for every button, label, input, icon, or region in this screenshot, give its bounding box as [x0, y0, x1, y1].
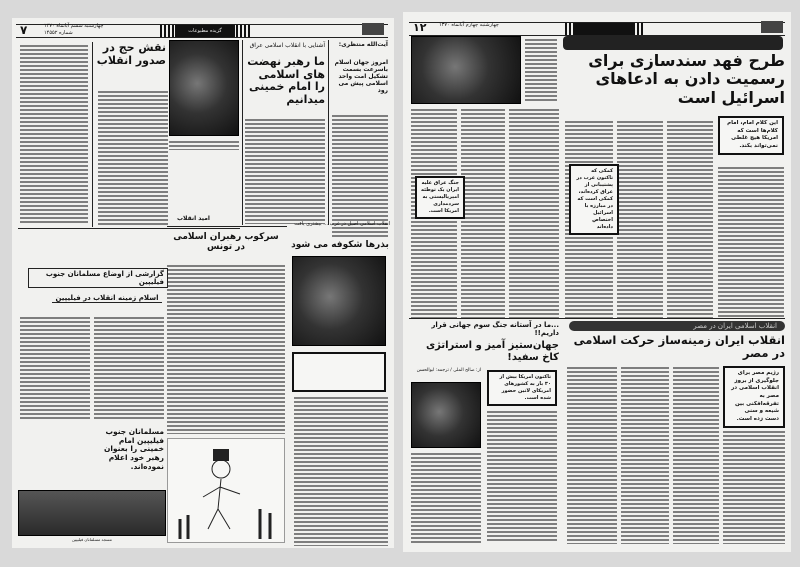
seeds-kicker: انقلاب اسلامی اصیل در غرب ... بیشتری یافت [294, 221, 390, 227]
section-label: گزیده مطبوعات [175, 25, 235, 37]
cartoon [167, 438, 285, 543]
left-page-number: ۷ [20, 23, 28, 37]
egypt-kicker: انقلاب اسلامی ایران در مصر [569, 321, 785, 331]
ww3-title: جهان‌ستیز آمیز و استراتژی کاخ سفید! [425, 340, 559, 363]
article-text [20, 44, 88, 224]
left-page-date: چهارشنبه ششم آبانماه ۱۳۷۰ [44, 23, 104, 29]
seeds-title: بذرها شکوفه می شود [291, 240, 389, 250]
article-text [332, 114, 388, 238]
right-page-number: ۱۲ [413, 21, 427, 34]
article-text [20, 316, 90, 420]
fahd-title: طرح فهد سندسازی برای رسمیت دادن به ادعاهای اسرائیل است [588, 51, 785, 107]
article-text [718, 166, 784, 317]
right-page-date: چهارشنبه چهارم آبانماه ۱۳۷۰ [439, 22, 499, 28]
divider [18, 228, 240, 229]
article-text [487, 410, 557, 543]
article-text [509, 108, 559, 318]
hajj-title: نقش حج در صدور انقلاب [96, 41, 166, 67]
philippines-box-title: مسلمانان جنوب فیلیپین امام خمینی را بعنوان رهبر خود اعلام نموده‌اند. [103, 427, 164, 471]
article-text [94, 316, 164, 420]
section-bar [575, 23, 633, 35]
tunisia-source: امید انقلاب [177, 215, 210, 222]
montazeri-title: امروز جهان اسلام باسرعت بسمت تشکیل امت واحد اسلامی پیش می رود [334, 59, 388, 94]
philippines-title: اسلام زمینه انقلاب در فیلیپین [52, 294, 162, 303]
header-banner [563, 36, 783, 50]
mosque-photo [18, 490, 166, 536]
right-page [403, 12, 791, 552]
divider [167, 226, 287, 227]
iraq-war-box: جنگ عراق علیه ایران یک توطئه امپریالیستی به سردمداری امریکا است. [415, 176, 465, 219]
uncle-sam-cartoon-icon [168, 439, 286, 544]
divider [92, 42, 93, 227]
article-text [723, 430, 785, 544]
divider [242, 40, 243, 225]
article-text [673, 366, 719, 544]
egypt-title: انقلاب ایران زمینه‌ساز حرکت اسلامی در مصر [573, 333, 785, 361]
photo-caption [525, 38, 557, 102]
article-text [98, 90, 168, 226]
newspaper-logo [761, 21, 783, 33]
article-text [294, 396, 388, 546]
divider [328, 40, 329, 225]
article-text [567, 366, 617, 544]
article-text [621, 366, 669, 544]
iraq-title: ما رهبر نهضت های اسلامی را امام خمینی میدانیم [247, 55, 325, 106]
iraq-kicker: آشنایی با انقلاب اسلامی عراق [249, 42, 325, 49]
newspaper-logo [362, 23, 384, 35]
philippines-kicker: گزارشی از اوضاع مسلمانان جنوب فیلیپین [28, 268, 168, 288]
article-text [245, 118, 325, 224]
photo-caption: مسجد مسلمانان فیلیپین [72, 537, 112, 542]
portrait-photo [411, 36, 521, 104]
article-text [411, 452, 481, 545]
article-text [461, 108, 505, 318]
article-text [167, 264, 285, 434]
latin-box: تاکنون امریکا بیش از ۳۰ بار به کشورهای امریکای لاتین حضور شده است. [487, 370, 557, 406]
egypt-box: رژیم مصر برای جلوگیری از بروز انقلاب اسلامی در مصر به تفرقه‌افکنی بین شیعه و سنی دست زده است. [723, 366, 785, 428]
photo-caption [169, 140, 239, 150]
quote-box: این کلام امام، امام کلام‌ها است که امریکا هیچ غلطی نمی‌تواند بکند. [718, 116, 784, 155]
divider [409, 318, 785, 319]
ww3-kicker: ...ما در آستانه جنگ سوم جهانی قرار داریم!! [431, 321, 559, 338]
ww3-photo [411, 382, 481, 448]
tunisia-title: سرکوب رهبران اسلامی در تونس [173, 232, 279, 253]
cleric-portrait-photo [169, 40, 239, 136]
left-page [12, 18, 394, 548]
gulf-box: کمکی که تاکنون عرب در پشتیبانی از عراق کرده‌اند، کمکی است که در مبارزه با اسرائیل اختصاص داده‌اند [569, 164, 619, 235]
left-page-issue: شماره ۱۴۵۵۲ [44, 30, 73, 36]
montazeri-kicker: آیت‌الله منتظری: [338, 41, 388, 48]
seeds-box [292, 352, 386, 392]
article-text [617, 120, 663, 318]
fighters-photo [292, 256, 386, 346]
article-text [667, 120, 713, 318]
ww3-byline: از: صالح الملی / ترجمه: ابوالحسن [416, 368, 481, 373]
